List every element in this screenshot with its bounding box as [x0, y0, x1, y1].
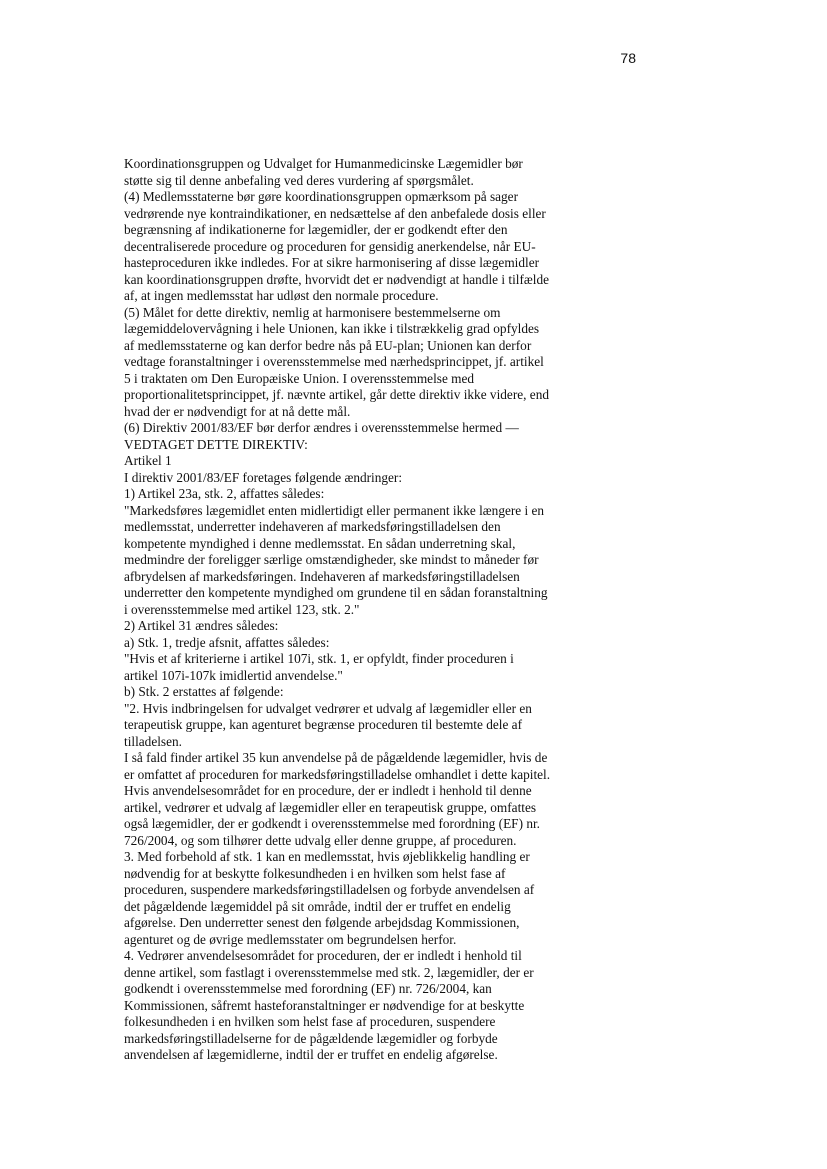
text-line: (5) Målet for dette direktiv, nemlig at harmonisere bestemmelserne om: [124, 304, 501, 320]
text-line: af medlemsstaterne og kan derfor bedre nås på EU-plan; Unionen kan derfor: [124, 337, 532, 353]
text-line: (6) Direktiv 2001/83/EF bør derfor ændres i overensstemmelse hermed —: [124, 420, 519, 435]
text-line: "2. Hvis indbringelsen for udvalget vedrører et udvalg af lægemidler eller en: [124, 700, 532, 716]
text-line: vedrørende nye kontraindikationer, en nedsættelse af den anbefalede dosis eller: [124, 205, 546, 221]
text-line: "Hvis et af kriterierne i artikel 107i, stk. 1, er opfyldt, finder proceduren i: [124, 651, 514, 666]
text-line: Koordinationsgruppen og Udvalget for Humanmedicinske Lægemidler bør: [124, 156, 523, 171]
text-line: godkendt i overensstemmelse med forordning (EF) nr. 726/2004, kan: [124, 981, 492, 996]
text-line: også lægemidler, der er godkendt i overensstemmelse med forordning (EF) nr.: [124, 816, 541, 831]
text-line: anvendelsen af lægemidlerne, indtil der er truffet en endelig afgørelse.: [124, 1047, 498, 1062]
text-line: VEDTAGET DETTE DIREKTIV:: [124, 436, 308, 452]
text-line: Hvis anvendelsesområdet for en procedure, der er indledt i henhold til denne: [124, 783, 532, 798]
text-line: terapeutisk gruppe, kan agenturet begrænse proceduren til bestemte dele af: [124, 717, 523, 732]
text-line: (4) Medlemsstaterne bør gøre koordinationsgruppen opmærksom på sager: [124, 189, 519, 204]
text-line: decentraliserede procedure og proceduren for gensidig anerkendelse, når EU-: [124, 238, 536, 254]
text-line: underretter den kompetente myndighed om grundene til en sådan foranstaltning: [124, 585, 548, 600]
text-line: I så fald finder artikel 35 kun anvendelse på de pågældende lægemidler, hvis de: [124, 750, 548, 765]
text-line: a) Stk. 1, tredje afsnit, affattes således:: [124, 634, 330, 650]
text-line: lægemiddelovervågning i hele Unionen, kan ikke i tilstrækkelig grad opfyldes: [124, 321, 540, 336]
text-line: proportionalitetsprincippet, jf. nævnte artikel, går dette direktiv ikke videre, end: [124, 387, 550, 402]
text-line: kan koordinationsgruppen drøfte, hvorvidt det er nødvendigt at handle i tilfælde: [124, 271, 550, 287]
text-line: denne artikel, som fastlagt i overensstemmelse med stk. 2, lægemidler, der er: [124, 964, 534, 980]
text-line: Kommissionen, såfremt hasteforanstaltninger er nødvendige for at beskytte: [124, 997, 525, 1013]
text-line: 2) Artikel 31 ændres således:: [124, 618, 279, 633]
text-line: 5 i traktaten om Den Europæiske Union. I overensstemmelse med: [124, 370, 475, 386]
text-line: markedsføringstilladelserne for de pågældende lægemidler og forbyde: [124, 1030, 498, 1046]
document-body: [124, 156, 604, 1064]
text-line: 726/2004, og som tilhører dette udvalg eller denne gruppe, af proceduren.: [124, 832, 517, 848]
text-line: af, at ingen medlemsstat har udløst den normale procedure.: [124, 288, 439, 303]
text-line: 4. Vedrører anvendelsesområdet for proceduren, der er indledt i henhold til: [124, 948, 522, 963]
text-line: støtte sig til denne anbefaling ved deres vurdering af spørgsmålet.: [124, 172, 474, 188]
text-line: 3. Med forbehold af stk. 1 kan en medlemsstat, hvis øjeblikkelig handling er: [124, 849, 530, 864]
text-line: "Markedsføres lægemidlet enten midlertidigt eller permanent ikke længere i en: [124, 502, 545, 518]
text-line: kompetente myndighed i denne medlemsstat. En sådan underretning skal,: [124, 535, 516, 551]
text-line: artikel 107i-107k imidlertid anvendelse.": [124, 667, 343, 683]
text-line: begrænsning af indikationerne for lægemidler, der er godkendt efter den: [124, 222, 508, 237]
text-line: er omfattet af proceduren for markedsføringstilladelse omhandlet i dette kapitel.: [124, 766, 551, 782]
text-line: artikel, vedrører et udvalg af lægemidler eller en terapeutisk gruppe, omfattes: [124, 799, 537, 815]
text-line: folkesundheden i en hvilken som helst fase af proceduren, suspendere: [124, 1014, 496, 1029]
text-line: b) Stk. 2 erstattes af følgende:: [124, 684, 284, 699]
text-line: proceduren, suspendere markedsføringstilladelsen og forbyde anvendelsen af: [124, 882, 535, 897]
text-line: tilladelsen.: [124, 733, 182, 749]
text-line: afbrydelsen af markedsføringen. Indehaveren af markedsføringstilladelsen: [124, 568, 520, 584]
text-line: agenturet og de øvrige medlemsstater om begrundelsen herfor.: [124, 931, 457, 947]
text-line: afgørelse. Den underretter senest den følgende arbejdsdag Kommissionen,: [124, 915, 520, 930]
page-number: 78: [620, 50, 636, 66]
text-line: I direktiv 2001/83/EF foretages følgende ændringer:: [124, 469, 403, 485]
text-line: medlemsstat, underretter indehaveren af markedsføringstilladelsen den: [124, 519, 501, 534]
text-line: 1) Artikel 23a, stk. 2, affattes således:: [124, 486, 325, 501]
text-line: medmindre der foreligger særlige omstændigheder, ske mindst to måneder før: [124, 552, 539, 567]
text-line: hvad der er nødvendigt for at nå dette mål.: [124, 403, 351, 419]
text-line: det pågældende lægemiddel på sit område, indtil der er truffet en endelig: [124, 898, 511, 914]
text-line: hasteproceduren ikke indledes. For at sikre harmonisering af disse lægemidler: [124, 255, 540, 270]
text-line: vedtage foranstaltninger i overensstemmelse med nærhedsprincippet, jf. artikel: [124, 354, 544, 369]
text-line: i overensstemmelse med artikel 123, stk. 2.": [124, 601, 360, 617]
text-line: nødvendig for at beskytte folkesundheden i en hvilken som helst fase af: [124, 865, 506, 881]
text-line: Artikel 1: [124, 453, 172, 468]
